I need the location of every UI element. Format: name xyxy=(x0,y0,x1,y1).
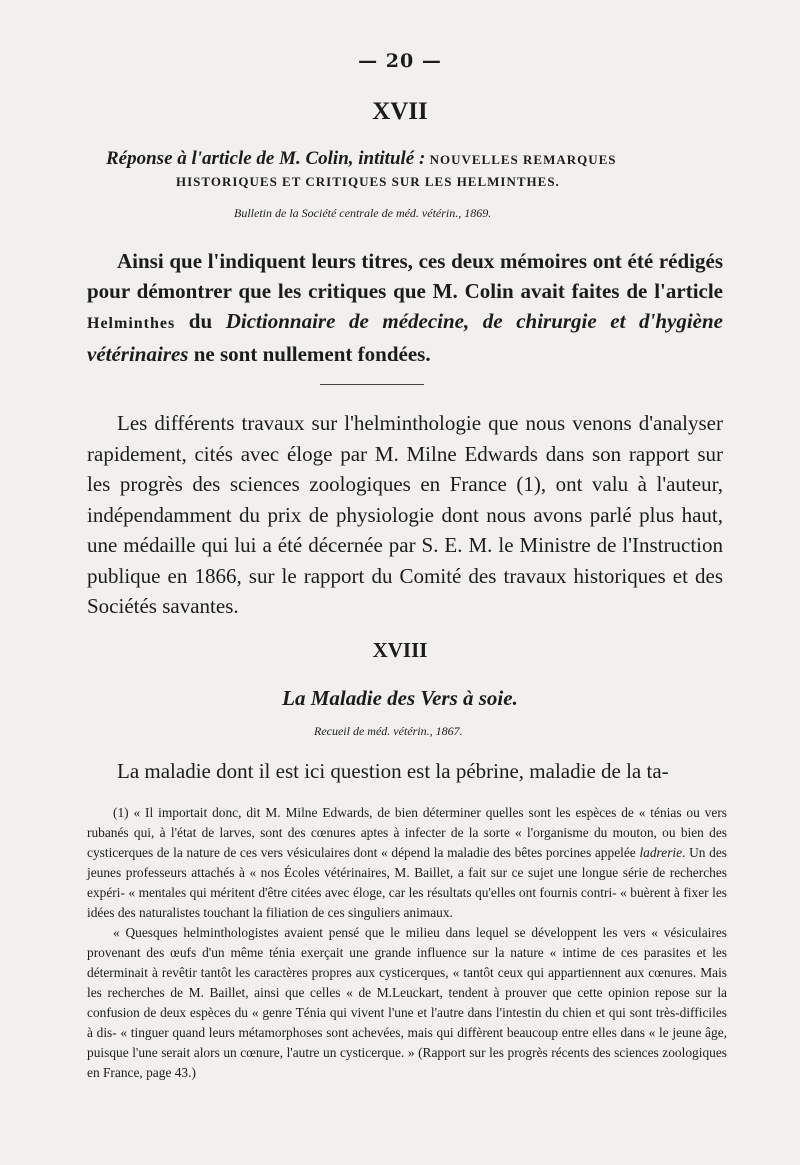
para-text-3: ne sont nullement fondées. xyxy=(188,342,431,366)
body-paragraph: Les différents travaux sur l'helminthologie que nous venons d'analyser rapidement, cités avec éloge par M. Milne Edwards dans son rapport sur les progrès des sciences zoologiques en France (1), ont valu à l'auteur, indépendamment du prix de physiologie dont nous avons parlé plus haut, une médaille qui lui a été décernée par S. E. M. le Ministre de l'Instruction publique en 1866, sur le rapport du Comité des travaux historiques et des Sociétés savantes. xyxy=(87,411,723,618)
section-source: Recueil de méd. vétérin., 1867. xyxy=(314,724,463,738)
section-title-line1 xyxy=(106,148,726,170)
section-title-caps-1: NOUVELLES REMARQUES xyxy=(429,152,617,167)
section-title-italic: Réponse à l'article de M. Colin, intitulé : xyxy=(106,148,426,169)
separator-rule xyxy=(320,384,424,385)
section-numeral-xvii: XVII xyxy=(372,98,428,125)
para-text-1: Ainsi que l'indiquent leurs titres, ces deux mémoires ont été rédigés pour démontrer que les critiques que M. Colin avait faites de l'article xyxy=(87,249,723,303)
footnote-paragraph-1 xyxy=(87,803,727,923)
section-paragraph: La maladie dont il est ici question est la pébrine, maladie de la ta- xyxy=(117,759,669,783)
page-number: — 20 — xyxy=(358,50,442,72)
footnote-paragraph-2: « Quesques helminthologistes avaient pensé que le milieu dans lequel se développent les vers « vésiculaires provenant des œufs d'un même ténia exerçait une grande influence sur la nature « intime de ces parasites et les déterminait à revêtir tantôt les caractères propres aux cysticerques, « tantôt ceux qui appartiennent aux cœnures. Mais les recherches de M. Baillet, ainsi que celles « de M.Leuckart, tendent à prouver que cette opinion repose sur la confusion de deux espèces du « genre Ténia qui vivent l'une et l'autre dans l'intestin du chien et qui sont très-difficiles à dis- « tinguer quand leurs métamorphoses sont achevées, mais qui diffèrent beaucoup entre elles dans « le jeune âge, puisque l'une serait alors un cœnure, l'autre un cysticerque. » (Rapport sur les progrès récents des sciences zoologiques en France, page 43.) xyxy=(87,925,727,1080)
para-smallcaps: Helminthes xyxy=(87,315,176,332)
footnote xyxy=(87,803,727,1083)
section-source: Bulletin de la Société centrale de méd. vétérin., 1869. xyxy=(234,206,492,220)
section-title-caps-2: HISTORIQUES ET CRITIQUES SUR LES HELMINTHES. xyxy=(176,174,560,189)
para-text-2: du xyxy=(175,309,226,333)
section-numeral-xviii: XVIII xyxy=(372,638,428,662)
footnote-italic: ladrerie xyxy=(639,845,683,860)
footnote-text-1b: . Un des jeunes professeurs attachés à « nos Écoles vétérinaires, M. Baillet, a fait sur ce sujet une longue série de recherches expéri- « mentales qui méritent d'être citées avec éloge, car les résultats qu'elles ont fournis contri- « buèrent à fixer les idées des naturalistes touchant la filiation de ces singuliers animaux. xyxy=(87,845,727,920)
section-paragraph xyxy=(87,246,723,369)
para-italic-title: Dictionnaire de médecine, de chirurgie et d'hygiène vétérinaires xyxy=(87,309,723,366)
section-title: La Maladie des Vers à soie. xyxy=(282,686,518,710)
footnote-text-1a: (1) « Il importait donc, dit M. Milne Edwards, de bien déterminer quelles sont les espèces de « ténias ou vers rubanés qui, à l'état de larves, sont des cœnures aptes à infecter de la sorte « l'organisme du mouton, ou bien des cysticerques de la nature de ces vers vésiculaires dont « dépend la maladie des bêtes porcines appelée xyxy=(87,805,727,860)
